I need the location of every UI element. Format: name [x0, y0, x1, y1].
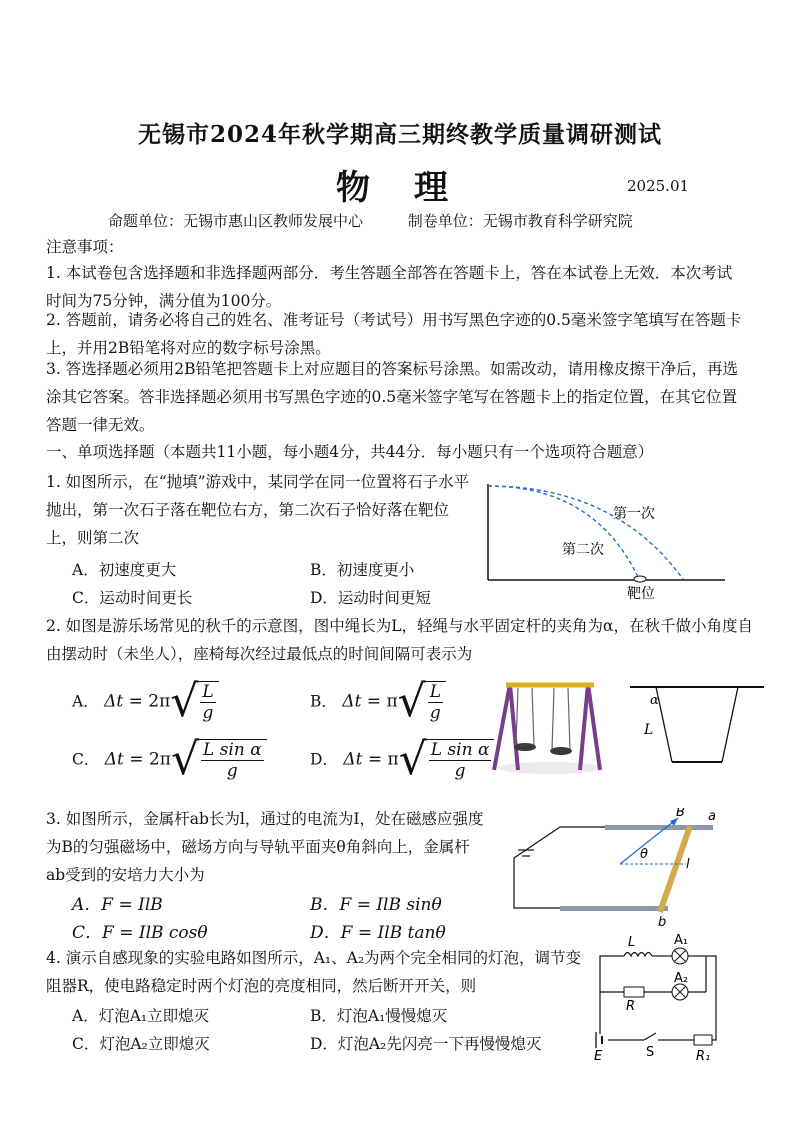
fig-second-label: 第二次	[562, 542, 604, 558]
question-2-stem: 2. 如图是游乐场常见的秋千的示意图，图中绳长为L，轻绳与水平固定杆的夹角为α，在秋千做小角度自由摆动时（未坐人），座椅每次经过最低点的时间间隔可表示为	[46, 617, 753, 663]
q2-b-num: L	[429, 682, 441, 702]
q2-option-c: C． Δt = 2π√ $\frac{\text{L sin α}}{g}$	[72, 738, 267, 782]
q2-c-den: g	[226, 761, 238, 781]
q2-a-den: g	[202, 703, 214, 723]
q2-d-num: L sin α	[430, 740, 490, 760]
fig-target-label: 靶位	[627, 586, 655, 602]
q2-b-lhs: Δt =	[342, 691, 382, 712]
subject-title: 物理	[336, 168, 492, 208]
fig-A2-label: A₂	[674, 971, 689, 986]
exam-title: 无锡市2024年秋学期高三期终教学质量调研测试	[137, 121, 662, 148]
q2-b-den: g	[429, 703, 441, 723]
fig-R1-label: R₁	[696, 1049, 711, 1062]
q1-option-b: B．初速度更小	[310, 561, 415, 579]
q2-d-lhs: Δt =	[343, 749, 383, 770]
q1-option-c: C．运动时间更长	[72, 589, 193, 607]
exam-date: 2025.01	[627, 177, 690, 195]
fig-alpha-label: α	[650, 693, 659, 708]
q2-d-label: D．	[310, 750, 338, 769]
projectile-figure	[485, 480, 735, 604]
swing-photo	[488, 676, 606, 776]
swing-diagram	[628, 682, 768, 772]
q2-a-lhs: Δt =	[104, 691, 143, 712]
fig-A1-label: A₁	[674, 934, 689, 948]
circuit-figure	[590, 934, 736, 1062]
rail-figure	[500, 808, 730, 932]
fig-E-label: E	[594, 1049, 603, 1062]
unit-producer: 制卷单位：无锡市教育科学研究院	[407, 212, 633, 230]
q3-option-a: A．F = IlB	[72, 895, 163, 915]
fig-first-label: 第一次	[613, 506, 655, 522]
q4-option-c: C．灯泡A₂立即熄灭	[72, 1035, 210, 1053]
notice-item-2: 2. 答题前，请务必将自己的姓名、准考证号（考试号）用书写黑色字迹的0.5毫米签字笔填写在答题卡上，并用2B铅笔将对应的数字标号涂黑。	[46, 311, 742, 357]
q2-c-lhs: Δt =	[104, 749, 144, 770]
fig-l-label: l	[686, 857, 690, 872]
fig-a-label: a	[708, 809, 716, 824]
q2-c-label: C．	[72, 750, 100, 769]
q2-b-label: B．	[310, 692, 337, 711]
fig-b-label: b	[658, 915, 667, 930]
unit-proposer: 命题单位：无锡市惠山区教师发展中心	[108, 212, 364, 230]
q3-option-c: C．F = IlB cosθ	[72, 923, 208, 943]
q4-option-b: B．灯泡A₁慢慢熄灭	[310, 1007, 448, 1025]
q4-option-d: D．灯泡A₂先闪亮一下再慢慢熄灭	[310, 1035, 542, 1053]
q2-b-coef: π	[386, 691, 398, 712]
q2-c-coef: 2π	[148, 749, 171, 770]
q3-option-b: B．F = IlB sinθ	[310, 895, 442, 915]
q3-option-d: D．F = IlB tanθ	[310, 923, 446, 943]
fig-theta-label: θ	[640, 847, 648, 862]
notice-heading: 注意事项：	[46, 238, 124, 256]
fig-B-label: B	[676, 808, 685, 820]
q2-a-label: A．	[72, 692, 99, 711]
q2-d-coef: π	[387, 749, 399, 770]
q2-a-num: L	[202, 682, 214, 702]
section-heading: 一、单项选择题（本题共11小题，每小题4分，共44分．每小题只有一个选项符合题意）	[46, 443, 654, 461]
question-1-stem: 1. 如图所示，在“抛填”游戏中，某同学在同一位置将石子水平抛出，第一次石子落在靶位右方，第二次石子恰好落在靶位上，则第二次	[46, 473, 470, 547]
q2-option-a: A． Δt = 2π√ $\frac{L}{g}$	[72, 680, 219, 724]
q4-option-a: A．灯泡A₁立即熄灭	[72, 1007, 210, 1025]
q1-option-a: A．初速度更大	[72, 561, 177, 579]
q2-option-d: D． Δt = π√ $\frac{\text{L sin α}}{g}$	[310, 738, 494, 782]
fig-inductor-label: L	[628, 935, 636, 950]
q2-c-num: L sin α	[203, 740, 262, 760]
q2-option-b: B． Δt = π√ $\frac{L}{g}$	[310, 680, 446, 724]
fig-L-label: L	[644, 722, 654, 738]
fig-R-label: R	[626, 999, 636, 1014]
question-4-stem: 4. 演示自感现象的实验电路如图所示，A₁、A₂为两个完全相同的灯泡，调节变阻器R，使电路稳定时两个灯泡的亮度相同，然后断开开关，则	[46, 949, 582, 995]
q2-a-coef: 2π	[148, 691, 171, 712]
unit-line	[108, 210, 633, 231]
notice-item-1: 1. 本试卷包含选择题和非选择题两部分．考生答题全部答在答题卡上，答在本试卷上无效．本次考试时间为75分钟，满分值为100分。	[46, 264, 733, 310]
notice-item-3: 3. 答选择题必须用2B铅笔把答题卡上对应题目的答案标号涂黑。如需改动，请用橡皮擦干净后，再选涂其它答案。答非选择题必须用书写黑色字迹的0.5毫米签字笔写在答题卡上的指定位置，在其它位置答题一律无效。	[46, 360, 738, 434]
fig-S-label: S	[646, 1045, 655, 1060]
q1-option-d: D．运动时间更短	[310, 589, 431, 607]
q2-d-den: g	[454, 761, 466, 781]
question-3-stem: 3. 如图所示，金属杆ab长为l，通过的电流为I，处在磁感应强度为B的匀强磁场中，磁场方向与导轨平面夹θ角斜向上，金属杆ab受到的安培力大小为	[46, 810, 484, 884]
